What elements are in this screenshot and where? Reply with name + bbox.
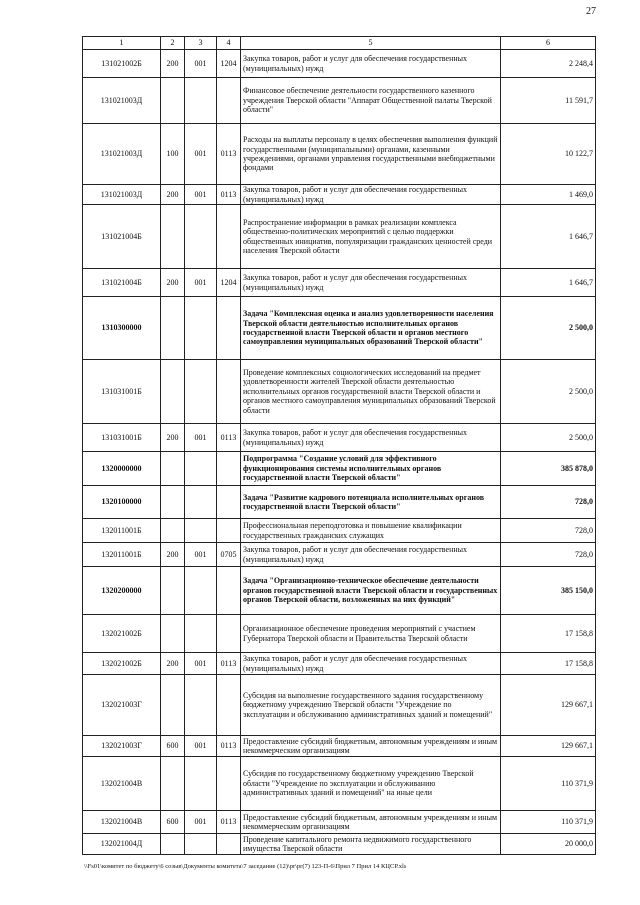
subsection-cell: 0113 xyxy=(217,811,241,834)
table-row xyxy=(83,424,596,452)
section-cell xyxy=(185,78,217,124)
subsection-cell xyxy=(217,834,241,855)
subsection-cell xyxy=(217,615,241,653)
budget-table xyxy=(82,36,596,855)
expense-type-cell: 200 xyxy=(161,653,185,675)
expense-type-cell: 100 xyxy=(161,124,185,185)
description-cell: Закупка товаров, работ и услуг для обеспечения государственных (муниципальных) нужд xyxy=(241,185,501,205)
expense-type-cell: 200 xyxy=(161,185,185,205)
subsection-cell xyxy=(217,757,241,811)
code-cell: 132021004В xyxy=(83,757,161,811)
subsection-cell xyxy=(217,675,241,736)
subsection-cell xyxy=(217,297,241,360)
table-row xyxy=(83,811,596,834)
table-row xyxy=(83,615,596,653)
amount-cell: 2 248,4 xyxy=(501,50,596,78)
table-row xyxy=(83,78,596,124)
file-path-footer: \\Fs01\комитет по бюджету\6 созыв\Документы комитета\7 заседание (12)\pr\pr(7) 123-П-6\Прил 7 Прил 14 КЦСР.xls xyxy=(84,863,407,870)
table-row xyxy=(83,297,596,360)
subsection-cell xyxy=(217,567,241,615)
amount-cell: 1 646,7 xyxy=(501,205,596,269)
code-cell: 132021003Г xyxy=(83,736,161,757)
description-cell: Субсидия на выполнение государственного задания государственному бюджетному учреждению Тверской области "Учреждение по эксплуатации и обслуживанию административных зданий и помещений" xyxy=(241,675,501,736)
section-cell: 001 xyxy=(185,124,217,185)
table-row xyxy=(83,675,596,736)
section-cell: 001 xyxy=(185,269,217,297)
code-cell: 131031001Б xyxy=(83,360,161,424)
subsection-cell: 0113 xyxy=(217,185,241,205)
section-cell: 001 xyxy=(185,50,217,78)
code-cell: 131021003Д xyxy=(83,185,161,205)
description-cell: Финансовое обеспечение деятельности государственного казенного учреждения Тверской области "Аппарат Общественной палаты Тверской области" xyxy=(241,78,501,124)
expense-type-cell xyxy=(161,452,185,486)
description-cell: Проведение комплексных социологических исследований на предмет удовлетворенности жителей Тверской области деятельностью исполнительных органов государственной власти Тверской области и органов местного самоуправления муниципальных образований Тверской области xyxy=(241,360,501,424)
description-cell: Расходы на выплаты персоналу в целях обеспечения выполнения функций государственными (муниципальными) органами, казенными учреждениями, органами управления государственными внебюджетными фондами xyxy=(241,124,501,185)
subsection-cell xyxy=(217,78,241,124)
amount-cell: 20 000,0 xyxy=(501,834,596,855)
amount-cell: 10 122,7 xyxy=(501,124,596,185)
code-cell: 132011001Б xyxy=(83,543,161,567)
expense-type-cell xyxy=(161,486,185,519)
description-cell: Задача "Комплексная оценка и анализ удовлетворенности населения Тверской области деятельностью исполнительных органов государственной власти Тверской области и органов местного самоуправления муниципальных образований Тверской области" xyxy=(241,297,501,360)
amount-cell: 2 500,0 xyxy=(501,360,596,424)
expense-type-cell xyxy=(161,757,185,811)
section-cell xyxy=(185,615,217,653)
column-header: 3 xyxy=(185,37,217,50)
subsection-cell: 0113 xyxy=(217,424,241,452)
description-cell: Распространение информации в рамках реализации комплекса общественно-политических мероприятий с целью поддержки общественных инициатив, популяризации гражданских ценностей среди населения Тверской области xyxy=(241,205,501,269)
section-cell xyxy=(185,519,217,543)
subsection-cell xyxy=(217,519,241,543)
table-row xyxy=(83,519,596,543)
expense-type-cell: 200 xyxy=(161,424,185,452)
code-cell: 131021004Б xyxy=(83,205,161,269)
section-cell xyxy=(185,360,217,424)
amount-cell: 129 667,1 xyxy=(501,675,596,736)
page-number: 27 xyxy=(586,6,596,17)
code-cell: 132011001Б xyxy=(83,519,161,543)
amount-cell: 2 500,0 xyxy=(501,424,596,452)
amount-cell: 728,0 xyxy=(501,486,596,519)
section-cell xyxy=(185,452,217,486)
table-row xyxy=(83,185,596,205)
section-cell xyxy=(185,675,217,736)
subsection-cell: 1204 xyxy=(217,269,241,297)
table-row xyxy=(83,205,596,269)
expense-type-cell xyxy=(161,205,185,269)
amount-cell: 385 150,0 xyxy=(501,567,596,615)
code-cell: 1320200000 xyxy=(83,567,161,615)
header-row xyxy=(83,37,596,50)
code-cell: 132021004Д xyxy=(83,834,161,855)
section-cell xyxy=(185,757,217,811)
description-cell: Организационное обеспечение проведения мероприятий с участием Губернатора Тверской области и Правительства Тверской области xyxy=(241,615,501,653)
subsection-cell xyxy=(217,205,241,269)
table-row xyxy=(83,834,596,855)
table-row xyxy=(83,653,596,675)
description-cell: Задача "Развитие кадрового потенциала исполнительных органов государственной власти Тверской области" xyxy=(241,486,501,519)
amount-cell: 728,0 xyxy=(501,519,596,543)
subsection-cell: 0113 xyxy=(217,653,241,675)
expense-type-cell xyxy=(161,675,185,736)
subsection-cell: 0113 xyxy=(217,736,241,757)
subsection-cell xyxy=(217,452,241,486)
code-cell: 1320000000 xyxy=(83,452,161,486)
description-cell: Субсидия по государственному бюджетному учреждению Тверской области "Учреждение по эксплуатации и обслуживанию административных зданий и помещений" на иные цели xyxy=(241,757,501,811)
description-cell: Проведение капитального ремонта недвижимого государственного имущества Тверской области xyxy=(241,834,501,855)
code-cell: 131031001Б xyxy=(83,424,161,452)
table-row xyxy=(83,567,596,615)
expense-type-cell xyxy=(161,567,185,615)
expense-type-cell: 200 xyxy=(161,269,185,297)
description-cell: Профессиональная переподготовка и повышение квалификации государственных гражданских служащих xyxy=(241,519,501,543)
expense-type-cell: 200 xyxy=(161,50,185,78)
expense-type-cell: 600 xyxy=(161,736,185,757)
section-cell: 001 xyxy=(185,543,217,567)
column-header: 4 xyxy=(217,37,241,50)
table-row xyxy=(83,360,596,424)
amount-cell: 17 158,8 xyxy=(501,615,596,653)
amount-cell: 1 646,7 xyxy=(501,269,596,297)
code-cell: 132021002Б xyxy=(83,615,161,653)
subsection-cell: 1204 xyxy=(217,50,241,78)
description-cell: Закупка товаров, работ и услуг для обеспечения государственных (муниципальных) нужд xyxy=(241,543,501,567)
amount-cell: 2 500,0 xyxy=(501,297,596,360)
section-cell: 001 xyxy=(185,736,217,757)
description-cell: Закупка товаров, работ и услуг для обеспечения государственных (муниципальных) нужд xyxy=(241,424,501,452)
code-cell: 131021004Б xyxy=(83,269,161,297)
expense-type-cell xyxy=(161,519,185,543)
section-cell: 001 xyxy=(185,811,217,834)
section-cell: 001 xyxy=(185,185,217,205)
code-cell: 131021003Д xyxy=(83,124,161,185)
code-cell: 1320100000 xyxy=(83,486,161,519)
subsection-cell xyxy=(217,360,241,424)
table-row xyxy=(83,452,596,486)
table-row xyxy=(83,543,596,567)
column-header: 1 xyxy=(83,37,161,50)
amount-cell: 11 591,7 xyxy=(501,78,596,124)
section-cell xyxy=(185,297,217,360)
description-cell: Закупка товаров, работ и услуг для обеспечения государственных (муниципальных) нужд xyxy=(241,269,501,297)
section-cell xyxy=(185,834,217,855)
code-cell: 132021003Г xyxy=(83,675,161,736)
amount-cell: 1 469,0 xyxy=(501,185,596,205)
expense-type-cell xyxy=(161,615,185,653)
description-cell: Закупка товаров, работ и услуг для обеспечения государственных (муниципальных) нужд xyxy=(241,50,501,78)
section-cell xyxy=(185,205,217,269)
amount-cell: 17 158,8 xyxy=(501,653,596,675)
subsection-cell xyxy=(217,486,241,519)
code-cell: 132021002Б xyxy=(83,653,161,675)
description-cell: Закупка товаров, работ и услуг для обеспечения государственных (муниципальных) нужд xyxy=(241,653,501,675)
expense-type-cell xyxy=(161,297,185,360)
expense-type-cell: 200 xyxy=(161,543,185,567)
table-row xyxy=(83,757,596,811)
description-cell: Предоставление субсидий бюджетным, автономным учреждениям и иным некоммерческим организациям xyxy=(241,811,501,834)
column-header: 2 xyxy=(161,37,185,50)
description-cell: Предоставление субсидий бюджетным, автономным учреждениям и иным некоммерческим организациям xyxy=(241,736,501,757)
code-cell: 1310300000 xyxy=(83,297,161,360)
table-row xyxy=(83,736,596,757)
code-cell: 132021004В xyxy=(83,811,161,834)
table-row xyxy=(83,486,596,519)
code-cell: 131021003Д xyxy=(83,78,161,124)
table-row xyxy=(83,124,596,185)
amount-cell: 129 667,1 xyxy=(501,736,596,757)
column-header: 5 xyxy=(241,37,501,50)
section-cell xyxy=(185,486,217,519)
expense-type-cell xyxy=(161,834,185,855)
expense-type-cell xyxy=(161,78,185,124)
subsection-cell: 0705 xyxy=(217,543,241,567)
section-cell: 001 xyxy=(185,424,217,452)
description-cell: Задача "Организационно-техническое обеспечение деятельности органов государственной власти Тверской области и государственных органов Тверской области, возложенных на них функций" xyxy=(241,567,501,615)
subsection-cell: 0113 xyxy=(217,124,241,185)
column-header: 6 xyxy=(501,37,596,50)
expense-type-cell: 600 xyxy=(161,811,185,834)
amount-cell: 728,0 xyxy=(501,543,596,567)
table-row xyxy=(83,269,596,297)
description-cell: Подпрограмма "Создание условий для эффективного функционирования системы исполнительных органов государственной власти Тверской области" xyxy=(241,452,501,486)
section-cell xyxy=(185,567,217,615)
expense-type-cell xyxy=(161,360,185,424)
section-cell: 001 xyxy=(185,653,217,675)
amount-cell: 110 371,9 xyxy=(501,811,596,834)
amount-cell: 110 371,9 xyxy=(501,757,596,811)
amount-cell: 385 878,0 xyxy=(501,452,596,486)
table-row xyxy=(83,50,596,78)
code-cell: 131021002Б xyxy=(83,50,161,78)
